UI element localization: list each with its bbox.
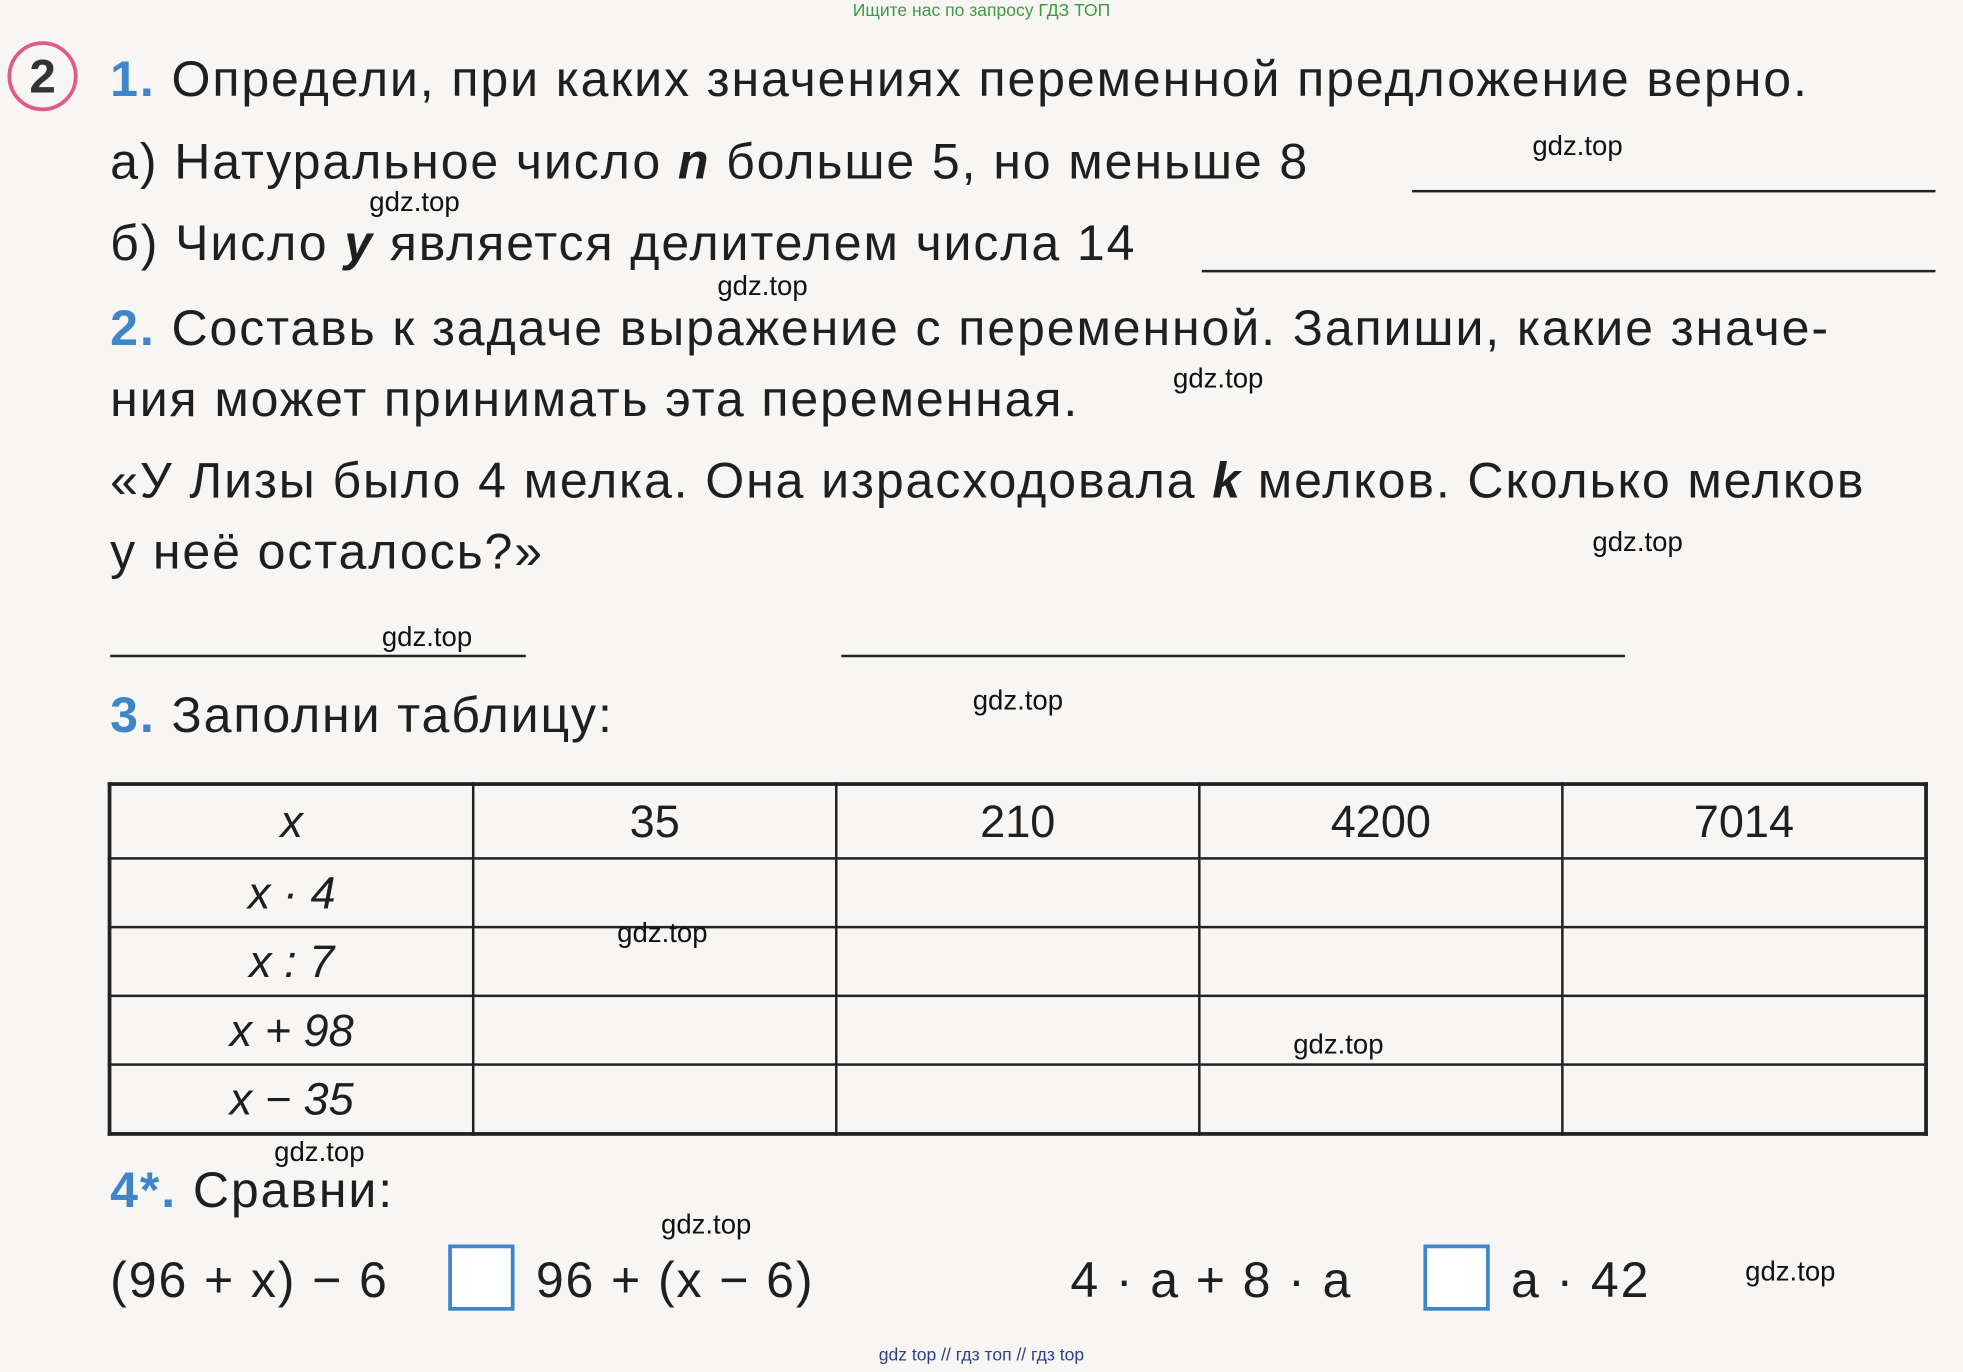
task2-story-variable: k (1212, 453, 1243, 509)
table-row (110, 996, 1927, 1065)
task3-prompt: Заполни таблицу: (171, 688, 614, 744)
table-header-cell: 4200 (1199, 784, 1562, 858)
task2-story-line2: у неё осталось?» (110, 524, 545, 580)
answer-line-1b[interactable] (1202, 270, 1936, 272)
values-table (108, 782, 1928, 1136)
table-answer-cell[interactable] (836, 1065, 1199, 1134)
table-row (110, 927, 1927, 996)
task2-story-prefix: «У Лизы было 4 мелка. Она израсходовала (110, 453, 1213, 509)
answer-line-2-values[interactable] (841, 655, 1625, 657)
table-answer-cell[interactable] (1562, 1065, 1926, 1134)
table-answer-cell[interactable] (836, 927, 1199, 996)
watermark: gdz.top (717, 269, 808, 302)
watermark: gdz.top (369, 186, 460, 218)
task1-a-prefix: а) Натуральное число (110, 134, 678, 190)
table-header-row (110, 784, 1927, 858)
watermark: gdz.top (972, 684, 1064, 716)
task2-line1 (110, 301, 1830, 357)
variant-badge-number: 2 (29, 51, 56, 104)
task3-number: 3. (110, 688, 156, 744)
table-row-label: x · 4 (110, 858, 474, 927)
task1-b-variable: y (344, 216, 375, 272)
table-header-cell: 35 (473, 784, 836, 858)
table-answer-cell[interactable] (1199, 927, 1562, 996)
table-answer-cell[interactable] (473, 996, 836, 1065)
table-header-cell: 210 (836, 784, 1199, 858)
answer-line-2-expression[interactable] (110, 655, 526, 657)
footer-note: gdz top // гдз топ // гдз top (878, 1344, 1085, 1365)
compare-right-a: 96 + (x − 6) (535, 1253, 815, 1309)
table-row-label: x − 35 (110, 1065, 474, 1134)
task4-prompt: Сравни: (192, 1163, 395, 1219)
compare-box-b[interactable] (1423, 1245, 1489, 1311)
table-row-label: x : 7 (110, 927, 474, 996)
table-answer-cell[interactable] (836, 996, 1199, 1065)
task2-number: 2. (110, 301, 156, 357)
task1-b-prefix: б) Число (110, 216, 345, 272)
watermark: gdz.top (661, 1208, 752, 1240)
table-answer-cell[interactable] (1562, 858, 1926, 927)
compare-right-b: a · 42 (1511, 1253, 1651, 1309)
task1-number: 1. (110, 52, 156, 108)
task2-story-line1 (110, 454, 1865, 510)
watermark: gdz.top (1532, 129, 1623, 162)
task4-number: 4*. (110, 1163, 178, 1219)
table-header-x: x (110, 784, 474, 858)
task2-line2: ния может принимать эта переменная. (110, 372, 1080, 428)
answer-line-1a[interactable] (1412, 190, 1935, 192)
table-header-cell: 7014 (1562, 784, 1926, 858)
watermark: gdz.top (274, 1135, 365, 1168)
table-answer-cell[interactable] (1199, 858, 1562, 927)
table-answer-cell[interactable] (1562, 927, 1926, 996)
table-row-label: x + 98 (110, 996, 474, 1065)
task1-a-suffix: больше 5, но меньше 8 (710, 134, 1310, 190)
task1-a-variable: n (677, 134, 711, 190)
task3-heading (110, 688, 614, 744)
task1-heading (110, 52, 1809, 108)
task2-line1-text: Составь к задаче выражение с переменной. Запиши, какие значе- (171, 301, 1830, 357)
watermark: gdz.top (1293, 1028, 1384, 1060)
task4-heading (110, 1163, 394, 1219)
task2-story-suffix: мелков. Сколько мелков (1242, 453, 1866, 509)
watermark: gdz.top (1173, 362, 1264, 394)
task1-item-b (110, 216, 1136, 272)
table-answer-cell[interactable] (1199, 1065, 1562, 1134)
table-row (110, 858, 1927, 927)
task1-item-a (110, 135, 1309, 191)
watermark: gdz.top (1592, 526, 1683, 558)
task1-b-suffix: является делителем числа 14 (374, 216, 1137, 272)
table-answer-cell[interactable] (473, 1065, 836, 1134)
header-note: Ищите нас по запросу ГДЗ ТОП (852, 0, 1111, 20)
compare-box-a[interactable] (448, 1245, 514, 1311)
compare-left-a: (96 + x) − 6 (110, 1253, 389, 1309)
watermark: gdz.top (1745, 1255, 1836, 1287)
table-answer-cell[interactable] (1562, 996, 1926, 1065)
watermark: gdz.top (381, 621, 473, 653)
table-answer-cell[interactable] (836, 858, 1199, 927)
watermark: gdz.top (617, 917, 708, 949)
table-row (110, 1065, 1927, 1134)
variant-badge (8, 41, 78, 111)
compare-left-b: 4 · a + 8 · a (1070, 1253, 1353, 1309)
task1-prompt: Определи, при каких значениях переменной предложение верно. (171, 52, 1809, 108)
